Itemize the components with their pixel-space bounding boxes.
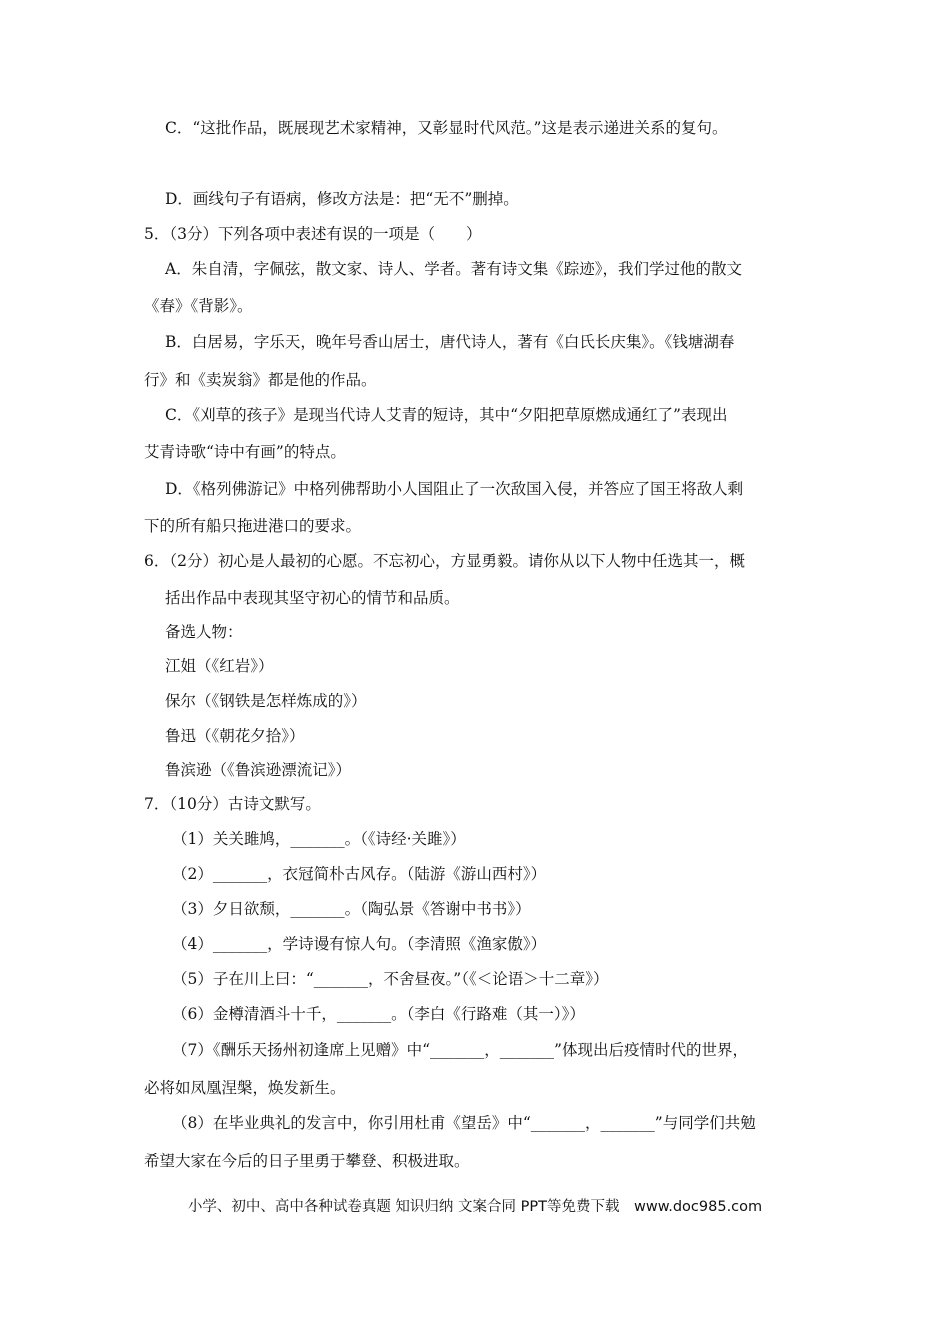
candidate-baoer: 保尔（《钢铁是怎样炼成的》）	[165, 692, 367, 710]
q5-option-a-cont: 《春》《背影》。	[144, 297, 253, 315]
question-6-stem-cont: 括出作品中表现其坚守初心的情节和品质。	[165, 589, 460, 607]
q7-item-3: （3）夕日欲颓，_______。（陶弘景《答谢中书书》）	[172, 900, 531, 918]
q5-option-d-cont: 下的所有船只拖进港口的要求。	[144, 517, 362, 535]
q7-item-1: （1）关关雎鸠，_______。（《诗经·关雎》）	[172, 830, 466, 848]
q7-item-7-cont: 必将如凤凰涅槃，焕发新生。	[144, 1079, 346, 1097]
q7-item-7: （7）《酬乐天扬州初逢席上见赠》中“_______，_______”体现出后疫情时代的世界，	[172, 1041, 748, 1059]
question-6-stem: 6．（2分）初心是人最初的心愿。不忘初心，方显勇毅。请你从以下人物中任选其一，概	[144, 552, 745, 570]
page-footer: 小学、初中、高中各种试卷真题 知识归纳 文案合同 PPT等免费下载 www.doc985.com	[187, 1199, 763, 1215]
q7-item-8-cont: 希望大家在今后的日子里勇于攀登、积极进取。	[144, 1152, 470, 1170]
question-5-stem: 5．（3分）下列各项中表述有误的一项是（ ）	[144, 225, 482, 243]
q5-option-d: D．《格列佛游记》中格列佛帮助小人国阻止了一次敌国入侵，并答应了国王将敌人剩	[165, 480, 744, 498]
q7-item-6: （6）金樽清酒斗十千，_______。（李白《行路难（其一）》）	[172, 1005, 585, 1023]
q7-item-5: （5）子在川上曰：“_______，不舍昼夜。”（《＜论语＞十二章》）	[172, 970, 609, 988]
q5-option-b-cont: 行》和《卖炭翁》都是他的作品。	[144, 371, 377, 389]
q7-item-2: （2）_______，衣冠简朴古风存。（陆游《游山西村》）	[172, 865, 547, 883]
candidates-label: 备选人物：	[165, 623, 243, 641]
option-d-line: D．画线句子有语病，修改方法是：把“无不”删掉。	[165, 190, 519, 208]
q5-option-b: B．白居易，字乐天，晚年号香山居士，唐代诗人，著有《白氏长庆集》。《钱塘湖春	[165, 333, 735, 351]
candidate-robinson: 鲁滨逊（《鲁滨逊漂流记》）	[165, 761, 352, 779]
q7-item-4: （4）_______，学诗谩有惊人句。（李清照《渔家傲》）	[172, 935, 547, 953]
option-c-line: C．“这批作品，既展现艺术家精神，又彰显时代风范。”这是表示递进关系的复句。	[165, 119, 728, 137]
q5-option-c-cont: 艾青诗歌“诗中有画”的特点。	[144, 443, 346, 461]
q5-option-c: C．《刈草的孩子》是现当代诗人艾青的短诗，其中“夕阳把草原燃成通红了”表现出	[165, 406, 728, 424]
q7-item-8: （8）在毕业典礼的发言中，你引用杜甫《望岳》中“_______，_______”与同学们共勉	[172, 1114, 756, 1132]
q5-option-a: A．朱自清，字佩弦，散文家、诗人、学者。著有诗文集《踪迹》，我们学过他的散文	[165, 260, 742, 278]
question-7-stem: 7．（10分）古诗文默写。	[144, 795, 321, 813]
candidate-jiangjie: 江姐（《红岩》）	[165, 657, 274, 675]
candidate-luxun: 鲁迅（《朝花夕拾》）	[165, 727, 305, 745]
